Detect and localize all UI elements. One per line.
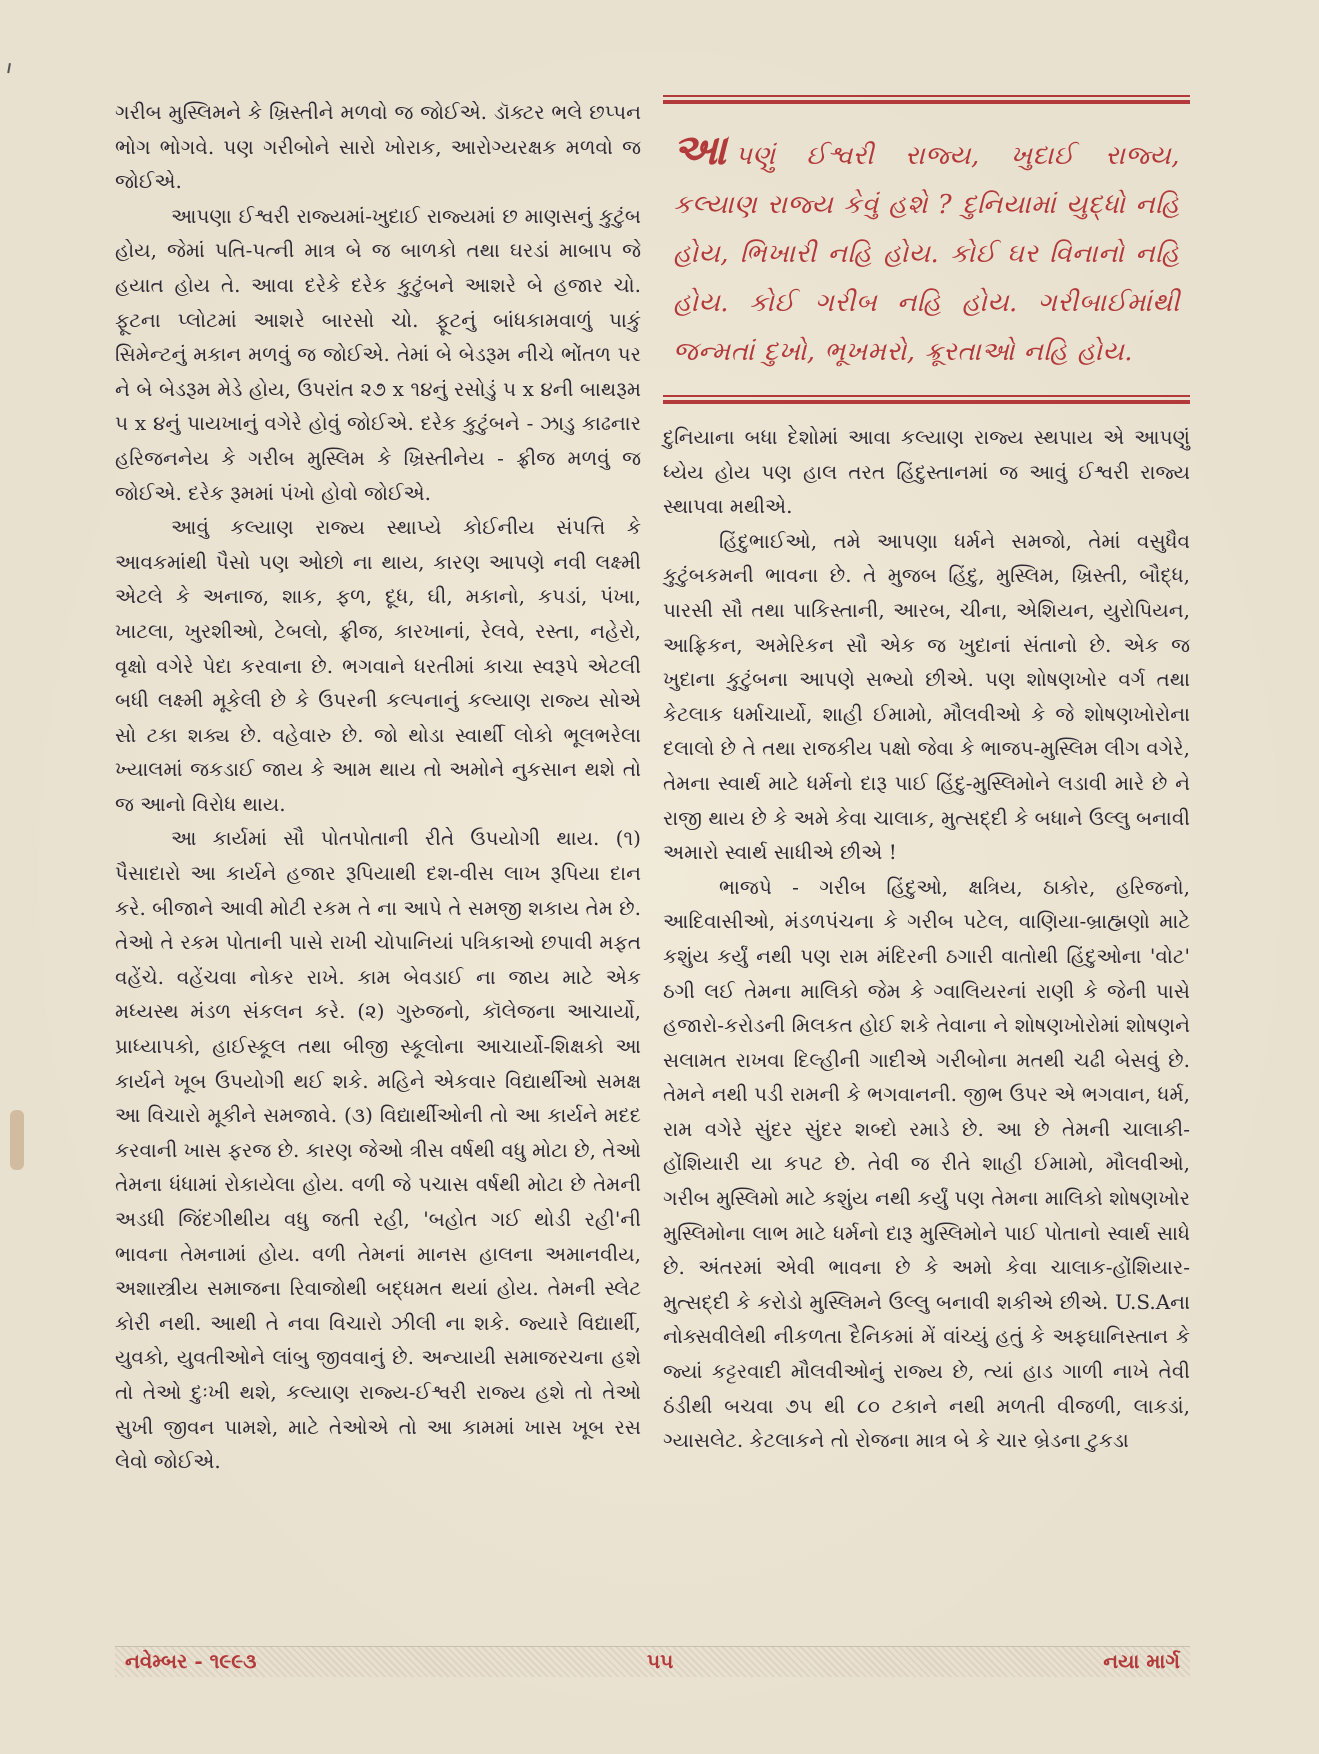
right-column — [663, 420, 1190, 1458]
right-paragraph-2: હિંદુભાઈઓ, તમે આપણા ધર્મને સમજો, તેમાં વસુધૈવ કુટુંબકમની ભાવના છે. તે મુજબ હિંદુ, મુસ્લિમ, ખ્રિસ્તી, બૌદ્ધ, પારસી સૌ તથા પાકિસ્તાની, આરબ, ચીના, એશિયન, યુરોપિયન, આફ્રિકન, અમેરિકન સૌ એક જ ખુદાનાં સંતાનો છે. એક જ ખુદાના કુટુંબના આપણે સભ્યો છીએ. પણ શોષણખોર વર્ગ તથા કેટલાક ધર્માચાર્યો, શાહી ઈમામો, મૌલવીઓ કે જે શોષણખોરોના દલાલો છે તે તથા રાજકીય પક્ષો જેવા કે ભાજપ-મુસ્લિમ લીગ વગેરે, તેમના સ્વાર્થ માટે ધર્મનો દારૂ પાઈ હિંદુ-મુસ્લિમોને લડાવી મારે છે ને રાજી થાય છે કે અમે કેવા ચાલાક, મુત્સદ્દી કે બધાને ઉલ્લુ બનાવી અમારો સ્વાર્થ સાધીએ છીએ ! — [663, 528, 1190, 865]
page-number: ૫૫ — [647, 1649, 674, 1673]
callout-body: પણું ઈશ્વરી રાજ્ય, ખુદાઈ રાજ્ય, કલ્યાણ રાજ્ય કેવું હશે ? દુનિયામાં યુદ્ધો નહિ હોય, ભિખારી નહિ હોય. કોઈ ઘર વિનાનો નહિ હોય. કોઈ ગરીબ નહિ હોય. ગરીબાઈમાંથી જન્મતાં દુખો, ભૂખમરો, ક્રૂરતાઓ નહિ હોય. — [673, 141, 1180, 367]
paper-stain — [10, 1110, 24, 1170]
page-footer — [115, 1646, 1190, 1677]
footer-date: નવેમ્બર - ૧૯૯૩ — [125, 1649, 257, 1673]
right-paragraph-1: દુનિયાના બધા દેશોમાં આવા કલ્યાણ રાજ્ય સ્થપાય એ આપણું ધ્યેય હોય પણ હાલ તરત હિંદુસ્તાનમાં જ આવું ઈશ્વરી રાજ્ય સ્થાપવા મથીએ. — [663, 425, 1190, 519]
callout-bottom-rule — [663, 395, 1190, 404]
left-paragraph-3: આવું કલ્યાણ રાજ્ય સ્થાપ્યે કોઈનીય સંપત્તિ કે આવકમાંથી પૈસો પણ ઓછો ના થાય, કારણ આપણે નવી લક્ષ્મી એટલે કે અનાજ, શાક, ફળ, દૂધ, ઘી, મકાનો, કપડાં, પંખા, ખાટલા, ખુરશીઓ, ટેબલો, ફ્રીજ, કારખાનાં, રેલવે, રસ્તા, નહેરો, વૃક્ષો વગેરે પેદા કરવાના છે. ભગવાને ધરતીમાં કાચા સ્વરૂપે એટલી બધી લક્ષ્મી મૂકેલી છે કે ઉપરની કલ્પનાનું કલ્યાણ રાજ્ય સોએ સો ટકા શક્ય છે. વહેવારુ છે. જો થોડા સ્વાર્થી લોકો ભૂલભરેલા ખ્યાલમાં જકડાઈ જાય કે આમ થાય તો અમોને નુકસાન થશે તો જ આનો વિરોધ થાય. — [115, 515, 641, 816]
callout-text — [673, 125, 1180, 377]
left-paragraph-2: આપણા ઈશ્વરી રાજ્યમાં-ખુદાઈ રાજ્યમાં છ માણસનું કુટુંબ હોય, જેમાં પતિ-પત્ની માત્ર બે જ બાળકો તથા ઘરડાં માબાપ જે હયાત હોય તે. આવા દરેકે દરેક કુટુંબને આશરે બે હજાર ચો. ફૂટના પ્લોટમાં આશરે બારસો ચો. ફૂટનું બાંધકામવાળું પાકું સિમેન્ટનું મકાન મળવું જ જોઈએ. તેમાં બે બેડરૂમ નીચે ભોંતળ પર ને બે બેડરૂમ મેડે હોય, ઉપરાંત ૨૭ x ૧૪નું રસોડું ૫ x ૪ની બાથરૂમ ૫ x ૪નું પાયખાનું વગેરે હોવું જોઈએ. દરેક કુટુંબને - ઝાડુ કાઢનાર હરિજનનેય કે ગરીબ મુસ્લિમ કે ખ્રિસ્તીનેય - ફ્રીજ મળવું જ જોઈએ. દરેક રૂમમાં પંખો હોવો જોઈએ. — [115, 203, 641, 505]
right-paragraph-3: ભાજપે - ગરીબ હિંદુઓ, ક્ષત્રિય, ઠાકોર, હરિજનો, આદિવાસીઓ, મંડળપંચના કે ગરીબ પટેલ, વાણિયા-બ્રાહ્મણો માટે કશુંય કર્યું નથી પણ રામ મંદિરની ઠગારી વાતોથી હિંદુઓના 'વોટ' ઠગી લઈ તેમના માલિકો જેમ કે ગ્વાલિયરનાં રાણી કે જેની પાસે હજારો-કરોડની મિલકત હોઈ શકે તેવાના ને શોષણખોરોમાં શોષણને સલામત રાખવા દિલ્હીની ગાદીએ ગરીબોના મતથી ચઢી બેસવું છે. તેમને નથી પડી રામની કે ભગવાનની. જીભ ઉપર એ ભગવાન, ધર્મ, રામ વગેરે સુંદર સુંદર શબ્દો રમાડે છે. આ છે તેમની ચાલાકી-હોંશિયારી યા કપટ છે. તેવી જ રીતે શાહી ઈમામો, મૌલવીઓ, ગરીબ મુસ્લિમો માટે કશુંય નથી કર્યું પણ તેમના માલિકો શોષણખોર મુસ્લિમોના લાભ માટે ધર્મનો દારૂ મુસ્લિમોને પાઈ પોતાનો સ્વાર્થ સાધે છે. અંતરમાં એવી ભાવના છે કે અમો કેવા ચાલાક-હોંશિયાર-મુત્સદ્દી કે કરોડો મુસ્લિમને ઉલ્લુ બનાવી શકીએ છીએ. U.S.Aના નોક્સવીલેથી નીકળતા દૈનિકમાં મેં વાંચ્યું હતું કે અફઘાનિસ્તાન કે જ્યાં કટ્ટરવાદી મૌલવીઓનું રાજ્ય છે, ત્યાં હાડ ગાળી નાખે તેવી ઠંડીથી બચવા ૭૫ થી ૮૦ ટકાને નથી મળતી વીજળી, લાકડાં, ગ્યાસલેટ. કેટલાકને તો રોજના માત્ર બે કે ચાર બ્રેડના ટુકડા — [663, 874, 1190, 1453]
left-column — [115, 95, 641, 1479]
callout-top-rule — [663, 95, 1190, 104]
callout-box — [663, 95, 1190, 407]
left-paragraph-1: ગરીબ મુસ્લિમને કે ખ્રિસ્તીને મળવો જ જોઈએ. ડૉક્ટર ભલે છપ્પન ભોગ ભોગવે. પણ ગરીબોને સારો ખોરાક, આરોગ્યરક્ષક મળવો જ જોઈએ. — [115, 100, 641, 194]
callout-dropcap: આ — [673, 125, 727, 174]
margin-mark — [7, 63, 21, 75]
magazine-name: નયા માર્ગ — [1103, 1649, 1180, 1673]
left-paragraph-4: આ કાર્યમાં સૌ પોતપોતાની રીતે ઉપયોગી થાય. (૧) પૈસાદારો આ કાર્યને હજાર રૂપિયાથી દશ-વીસ લાખ રૂપિયા દાન કરે. બીજાને આવી મોટી રકમ તે ના આપે તે સમજી શકાય તેમ છે. તેઓ તે રકમ પોતાની પાસે રાખી ચોપાનિયાં પત્રિકાઓ છપાવી મફત વહેંચે. વહેંચવા નોકર રાખે. કામ બેવડાઈ ના જાય માટે એક મધ્યસ્થ મંડળ સંકલન કરે. (૨) ગુરુજનો, કૉલેજના આચાર્યો, પ્રાધ્યાપકો, હાઈસ્કૂલ તથા બીજી સ્કૂલોના આચાર્યો-શિક્ષકો આ કાર્યને ખૂબ ઉપયોગી થઈ શકે. મહિને એકવાર વિદ્યાર્થીઓ સમક્ષ આ વિચારો મૂકીને સમજાવે. (૩) વિદ્યાર્થીઓની તો આ કાર્યને મદદ કરવાની ખાસ ફરજ છે. કારણ જેઓ ત્રીસ વર્ષથી વધુ મોટા છે, તેઓ તેમના ધંધામાં રોકાયેલા હોય. વળી જે પચાસ વર્ષથી મોટા છે તેમની અડધી જિંદગીથીય વધુ જતી રહી, 'બહોત ગઈ થોડી રહી'ની ભાવના તેમનામાં હોય. વળી તેમનાં માનસ હાલના અમાનવીય, અશાસ્ત્રીય સમાજના રિવાજોથી બદ્ધમત થયાં હોય. તેમની સ્લેટ કોરી નથી. આથી તે નવા વિચારો ઝીલી ના શકે. જ્યારે વિદ્યાર્થી, યુવકો, યુવતીઓને લાંબુ જીવવાનું છે. અન્યાયી સમાજરચના હશે તો તેઓ દુઃખી થશે, કલ્યાણ રાજ્ય-ઈશ્વરી રાજ્ય હશે તો તેઓ સુખી જીવન પામશે, માટે તેઓએ તો આ કામમાં ખાસ ખૂબ રસ લેવો જોઈએ. — [115, 826, 641, 1474]
